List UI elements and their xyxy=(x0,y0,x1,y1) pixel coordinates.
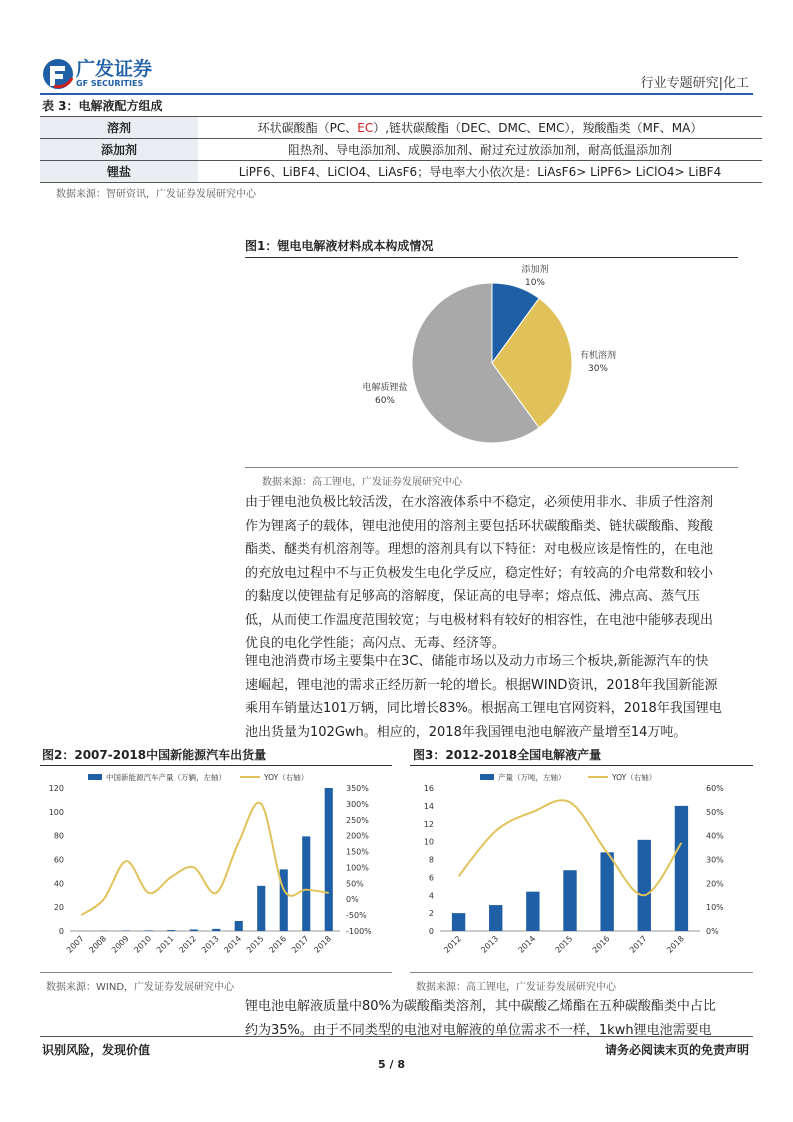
y-left-tick-label: 8 xyxy=(428,855,434,865)
text-line: 低，从而使工作温度范围较宽；与电极材料有较好的相容性，在电池中能够表现出 xyxy=(245,612,714,628)
x-tick-label: 2014 xyxy=(222,934,244,955)
text-line: 锂电池电解液质量中80%为碳酸酯类溶剂，其中碳酸乙烯酯在五种碳酸酯类中占比 xyxy=(245,999,716,1014)
y-right-tick-label: 0% xyxy=(706,927,719,936)
legend-label: YOY（右轴） xyxy=(264,773,309,782)
y-right-tick-label: 350% xyxy=(346,784,369,793)
body-paragraph-1 xyxy=(245,491,753,656)
legend-label: 中国新能源汽车产量（万辆，左轴） xyxy=(106,773,226,782)
x-tick-label: 2007 xyxy=(64,934,86,955)
pie-value-label: 60% xyxy=(374,396,396,406)
bar xyxy=(190,929,198,931)
y-left-tick-label: 100 xyxy=(48,807,64,817)
y-right-tick-label: 300% xyxy=(346,799,369,809)
y-left-tick-label: 20 xyxy=(53,903,64,913)
x-tick-label: 2017 xyxy=(289,934,311,955)
bar xyxy=(452,913,465,931)
figure3-title: 图3：2012-2018全国电解液产量 xyxy=(413,748,602,762)
y-left-tick-label: 14 xyxy=(423,801,434,811)
row-value-solvent xyxy=(198,117,762,139)
legend-label: YOY（右轴） xyxy=(612,773,657,782)
ev-output-chart xyxy=(40,768,392,970)
y-left-tick-label: 0 xyxy=(428,927,434,936)
y-left-tick-label: 80 xyxy=(53,831,64,841)
y-right-tick-label: -100% xyxy=(346,927,372,936)
bar xyxy=(257,886,265,931)
figure3-top-rule xyxy=(410,765,753,766)
y-left-tick-label: 10 xyxy=(423,837,434,847)
row-value-lithium-salt: LiPF6、LiBF4、LiClO4、LiAsF6；导电率大小依次是：LiAsF6> LiPF6> LiClO4> LiBF4 xyxy=(198,161,762,183)
x-tick-label: 2011 xyxy=(154,934,176,955)
figure1-top-rule xyxy=(245,257,738,258)
y-right-tick-label: 10% xyxy=(706,903,724,913)
y-right-tick-label: 50% xyxy=(706,807,724,817)
footer-disclaimer-link[interactable]: 请务必阅读末页的免责声明 xyxy=(604,1043,749,1057)
text-line: 的充放电过程中不与正负极发生电化学反应，稳定性好；有较高的介电常数和较小 xyxy=(245,565,714,581)
electrolyte-output-chart xyxy=(410,768,753,970)
y-right-tick-label: -50% xyxy=(346,911,367,921)
text-line: 由于锂电池负极比较活泼，在水溶液体系中不稳定，必须使用非水、非质子性溶剂 xyxy=(245,495,714,510)
text-line: 池出货量为102Gwh。相应的，2018年我国锂电池电解液产量增至14万吨。 xyxy=(245,724,687,740)
y-right-tick-label: 0% xyxy=(346,895,359,905)
table-row xyxy=(40,139,762,161)
y-right-tick-label: 40% xyxy=(706,831,724,841)
y-right-tick-label: 50% xyxy=(346,879,364,889)
x-tick-label: 2018 xyxy=(665,934,686,955)
row-value-additive: 阻热剂、导电添加剂、成膜添加剂、耐过充过放添加剂，耐高低温添加剂 xyxy=(198,139,762,161)
bar xyxy=(563,870,576,931)
logo-text-cn: 广发证券 xyxy=(76,58,153,80)
x-tick-label: 2010 xyxy=(132,934,154,955)
value-text: ）,链状碳酸酯（DEC、DMC、EMC），羧酸酯类（MF、MA） xyxy=(373,121,703,135)
x-tick-label: 2014 xyxy=(516,934,538,955)
y-right-tick-label: 200% xyxy=(346,831,369,841)
company-logo xyxy=(40,56,180,96)
table-row xyxy=(40,161,762,183)
bar xyxy=(167,930,175,931)
bar xyxy=(675,806,688,931)
bar xyxy=(489,905,502,931)
footer-divider xyxy=(40,1036,753,1037)
y-right-tick-label: 60% xyxy=(706,784,724,793)
cost-pie-chart xyxy=(245,260,738,465)
x-tick-label: 2013 xyxy=(199,934,221,955)
page-number: 5 / 8 xyxy=(378,1058,405,1071)
body-paragraph-3 xyxy=(245,995,753,1042)
y-right-tick-label: 100% xyxy=(346,863,369,873)
value-highlight: EC xyxy=(357,121,374,135)
figure3-bottom-rule xyxy=(410,972,753,973)
y-left-tick-label: 12 xyxy=(423,819,434,829)
x-tick-label: 2012 xyxy=(177,934,199,955)
x-tick-label: 2012 xyxy=(442,934,463,955)
x-tick-label: 2013 xyxy=(479,934,501,955)
text-line: 作为锂离子的载体，锂电池使用的溶剂主要包括环状碳酸酯类、链状碳酸酯、羧酸 xyxy=(245,518,714,534)
figure2-bottom-rule xyxy=(40,972,392,973)
y-left-tick-label: 4 xyxy=(428,891,434,901)
table3-title: 表 3：电解液配方组成 xyxy=(42,99,163,113)
y-left-tick-label: 16 xyxy=(423,784,434,793)
bar xyxy=(325,788,333,931)
body-paragraph-2 xyxy=(245,650,753,744)
x-tick-label: 2017 xyxy=(627,934,649,955)
bar xyxy=(145,930,153,931)
header-divider xyxy=(40,93,753,95)
pie-value-label: 30% xyxy=(587,364,609,374)
legend-label: 产量（万吨，左轴） xyxy=(498,773,566,782)
pie-label: 添加剂 xyxy=(521,265,549,275)
figure1-source: 数据来源：高工锂电，广发证券发展研究中心 xyxy=(262,477,462,488)
y-right-tick-label: 30% xyxy=(706,855,724,865)
table3-source: 数据来源：智研资讯，广发证券发展研究中心 xyxy=(56,189,256,200)
y-left-tick-label: 60 xyxy=(53,855,64,865)
y-right-tick-label: 250% xyxy=(346,815,369,825)
figure1-bottom-rule xyxy=(245,467,738,468)
figure1-title: 图1：锂电电解液材料成本构成情况 xyxy=(245,239,434,253)
figure2-title: 图2：2007-2018中国新能源汽车出货量 xyxy=(42,748,267,762)
text-line: 速崛起，锂电池的需求正经历新一轮的增长。根据WIND资讯，2018年我国新能源 xyxy=(245,677,718,693)
row-key-lithium-salt: 锂盐 xyxy=(40,161,198,183)
row-key-additive: 添加剂 xyxy=(40,139,198,161)
legend-swatch-bar xyxy=(88,774,102,780)
figure3-source: 数据来源：高工锂电，广发证券发展研究中心 xyxy=(416,982,616,993)
bar xyxy=(212,929,220,931)
y-left-tick-label: 0 xyxy=(58,927,64,936)
x-tick-label: 2016 xyxy=(267,934,289,955)
legend-swatch-bar xyxy=(480,774,494,780)
bar xyxy=(526,892,539,931)
y-left-tick-label: 2 xyxy=(428,909,434,919)
logo-text-en: GF SECURITIES xyxy=(76,79,144,88)
text-line: 酯类、醚类有机溶剂等。理想的溶剂具有以下特征：对电极应该是惰性的，在电池 xyxy=(245,542,714,557)
report-category: 行业专题研究|化工 xyxy=(640,76,749,91)
pie-value-label: 10% xyxy=(524,278,546,288)
y-right-tick-label: 20% xyxy=(706,879,724,889)
x-tick-label: 2018 xyxy=(312,934,334,955)
row-key-solvent: 溶剂 xyxy=(40,117,198,139)
footer-slogan: 识别风险，发现价值 xyxy=(42,1043,151,1057)
yoy-series-line xyxy=(81,803,329,915)
bar xyxy=(235,921,243,931)
pie-label: 有机溶剂 xyxy=(579,351,617,361)
bar xyxy=(302,836,310,931)
y-left-tick-label: 6 xyxy=(428,873,434,883)
text-line: 优良的电化学性能；高闪点、无毒、经济等。 xyxy=(245,636,506,651)
y-right-tick-label: 150% xyxy=(346,847,369,857)
figure2-top-rule xyxy=(40,765,392,766)
electrolyte-formula-table xyxy=(40,116,762,183)
y-left-tick-label: 40 xyxy=(53,879,64,889)
table-row xyxy=(40,117,762,139)
bar xyxy=(638,840,651,931)
bar xyxy=(600,852,613,931)
text-line: 的黏度以使锂盐有足够高的溶解度，保证高的电导率；熔点低、沸点高、蒸气压 xyxy=(245,589,701,604)
pie-label: 电解质锂盐 xyxy=(362,383,408,393)
value-text: 环状碳酸酯（PC、 xyxy=(257,121,358,135)
figure2-source: 数据来源：WIND，广发证券发展研究中心 xyxy=(46,982,235,993)
x-tick-label: 2015 xyxy=(244,934,266,955)
x-tick-label: 2016 xyxy=(590,934,612,955)
text-line: 乘用车销量达101万辆，同比增长83%。根据高工锂电官网资料，2018年我国锂电 xyxy=(245,701,722,716)
text-line: 锂电池消费市场主要集中在3C、储能市场以及动力市场三个板块,新能源汽车的快 xyxy=(245,654,709,669)
y-left-tick-label: 120 xyxy=(48,784,64,793)
x-tick-label: 2008 xyxy=(87,934,109,955)
x-tick-label: 2015 xyxy=(553,934,575,955)
text-line: 约为35%。由于不同类型的电池对电解液的单位需求不一样，1kwh锂电池需要电 xyxy=(245,1022,712,1038)
x-tick-label: 2009 xyxy=(109,934,131,955)
